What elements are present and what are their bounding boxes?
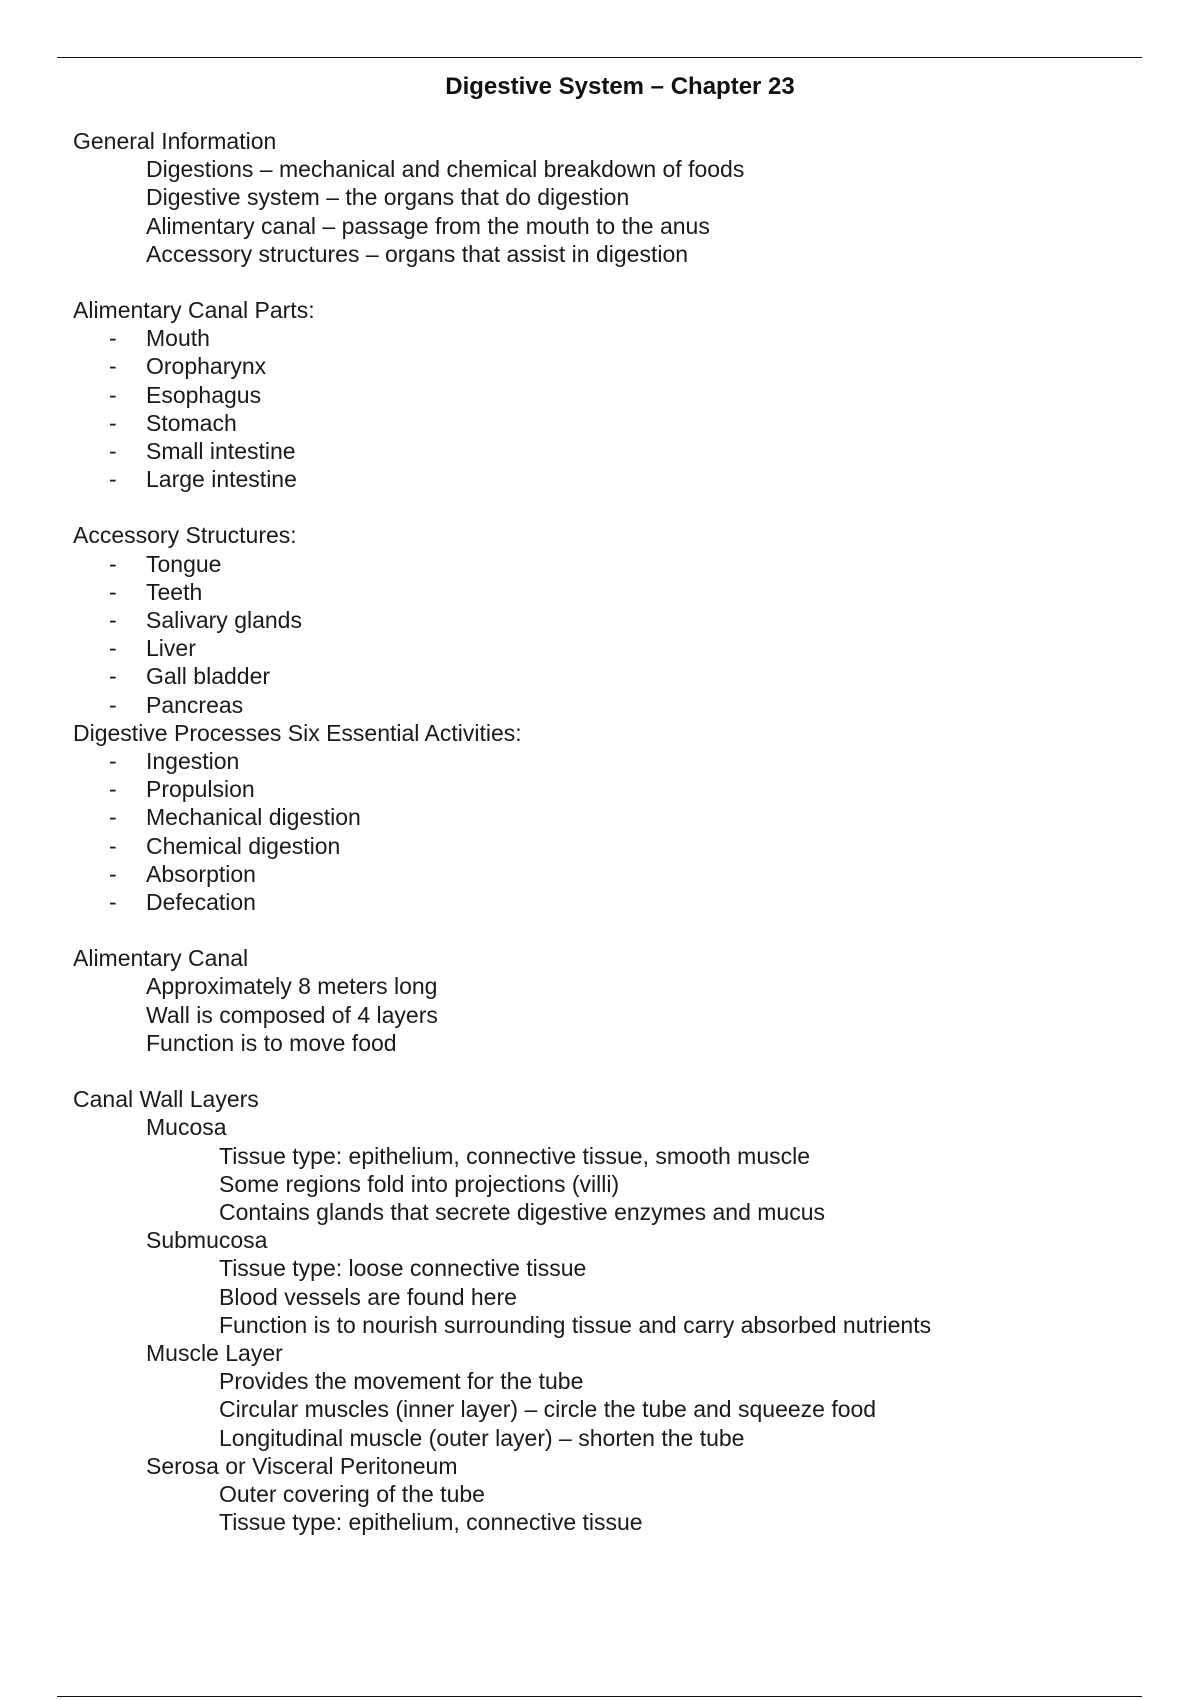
fact-line: Function is to move food xyxy=(146,1029,397,1056)
digestive-processes-list xyxy=(73,747,1160,916)
top-rule xyxy=(57,57,1142,58)
layer-detail: Some regions fold into projections (villi) xyxy=(219,1170,620,1197)
layer-detail: Blood vessels are found here xyxy=(219,1283,517,1310)
fact-line: Approximately 8 meters long xyxy=(146,973,438,1000)
list-item: - Propulsion xyxy=(73,775,1160,803)
canal-parts-section xyxy=(73,296,1160,493)
list-item: - Mouth xyxy=(73,324,1160,352)
page-title: Digestive System – Chapter 23 xyxy=(445,73,795,100)
canal-wall-layers-section xyxy=(73,1085,1160,1536)
layer-detail: Circular muscles (inner layer) – circle the tube and squeeze food xyxy=(219,1396,877,1423)
layer-detail: Tissue type: epithelium, connective tissue xyxy=(219,1509,643,1536)
definition-line: Digestions – mechanical and chemical breakdown of foods xyxy=(146,156,745,183)
layer-detail: Tissue type: loose connective tissue xyxy=(219,1255,587,1282)
list-item: - Mechanical digestion xyxy=(73,803,1160,831)
list-item: - Large intestine xyxy=(73,465,1160,493)
list-item: - Small intestine xyxy=(73,437,1160,465)
definition-line: Alimentary canal – passage from the mouth to the anus xyxy=(146,212,710,239)
list-item: - Liver xyxy=(73,634,1160,662)
section-heading: General Information xyxy=(73,128,277,154)
list-item: - Ingestion xyxy=(73,747,1160,775)
alimentary-canal-section xyxy=(73,944,1160,1057)
list-item: - Absorption xyxy=(73,860,1160,888)
layer-name: Serosa or Visceral Peritoneum xyxy=(146,1452,458,1479)
list-item: - Gall bladder xyxy=(73,662,1160,690)
list-item: - Oropharynx xyxy=(73,352,1160,380)
fact-line: Wall is composed of 4 layers xyxy=(146,1001,438,1028)
general-information-section xyxy=(73,127,1160,268)
bottom-rule xyxy=(57,1696,1142,1697)
list-item: - Esophagus xyxy=(73,381,1160,409)
document-body xyxy=(73,127,1160,1536)
layer-detail: Contains glands that secrete digestive enzymes and mucus xyxy=(219,1198,825,1225)
digestive-processes-section xyxy=(73,719,1160,916)
section-heading: Alimentary Canal Parts: xyxy=(73,297,315,324)
canal-parts-list xyxy=(73,324,1160,493)
accessory-structures-section xyxy=(73,521,1160,718)
section-heading: Accessory Structures: xyxy=(73,522,297,549)
list-item: - Stomach xyxy=(73,409,1160,437)
layer-detail: Provides the movement for the tube xyxy=(219,1368,584,1395)
list-item: - Salivary glands xyxy=(73,606,1160,634)
section-heading: Canal Wall Layers xyxy=(73,1086,259,1113)
layer-detail: Tissue type: epithelium, connective tissue, smooth muscle xyxy=(219,1142,811,1169)
layer-detail: Longitudinal muscle (outer layer) – shorten the tube xyxy=(219,1424,745,1451)
list-item: - Tongue xyxy=(73,550,1160,578)
layer-name: Muscle Layer xyxy=(146,1339,283,1366)
list-item: - Chemical digestion xyxy=(73,832,1160,860)
layer-name: Mucosa xyxy=(146,1114,227,1141)
definition-line: Accessory structures – organs that assist in digestion xyxy=(146,240,689,267)
layer-name: Submucosa xyxy=(146,1227,268,1254)
section-heading: Alimentary Canal xyxy=(73,945,249,972)
layer-detail: Outer covering of the tube xyxy=(219,1480,485,1507)
list-item: - Defecation xyxy=(73,888,1160,916)
accessory-structures-list xyxy=(73,550,1160,719)
list-item: - Pancreas xyxy=(73,691,1160,719)
section-heading: Digestive Processes Six Essential Activities: xyxy=(73,719,522,746)
list-item: - Teeth xyxy=(73,578,1160,606)
layer-detail: Function is to nourish surrounding tissue and carry absorbed nutrients xyxy=(219,1311,932,1338)
definition-line: Digestive system – the organs that do digestion xyxy=(146,184,630,211)
